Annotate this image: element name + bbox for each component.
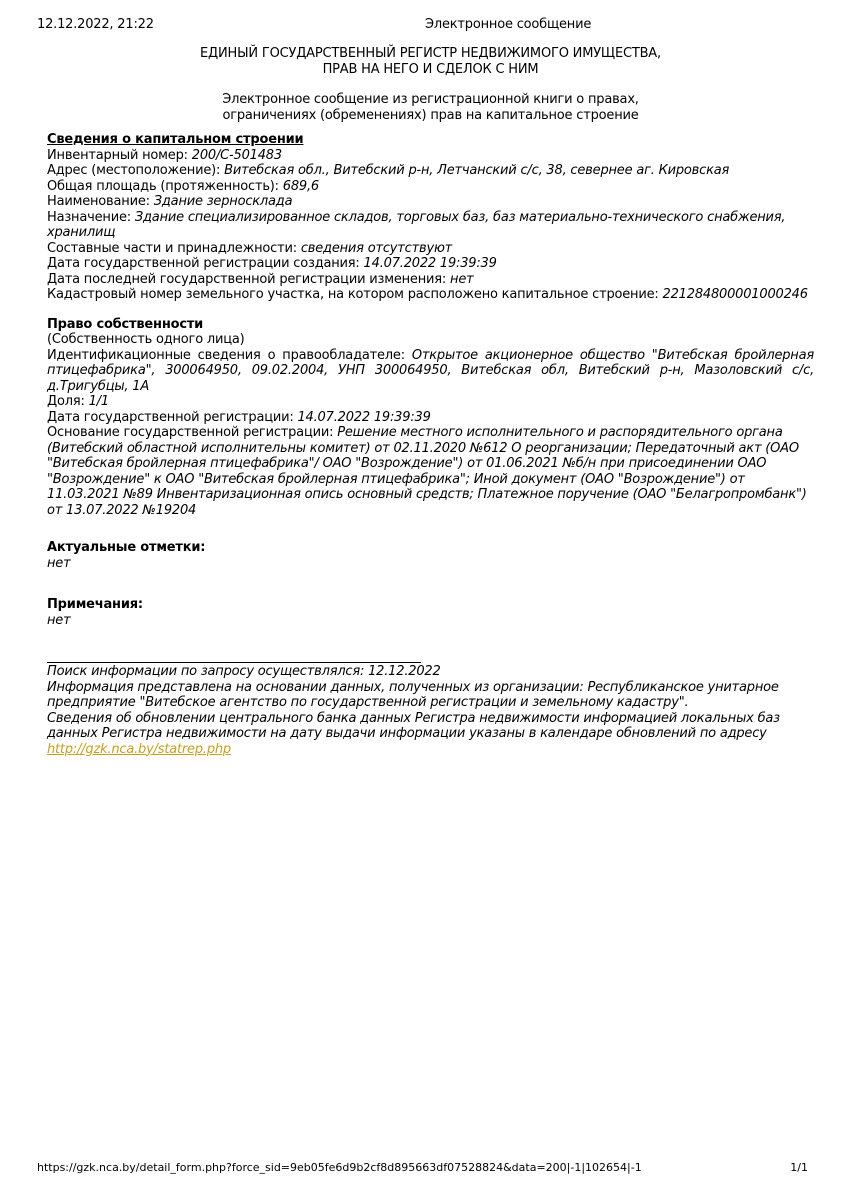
page-number: 1/1 — [790, 1161, 808, 1174]
field-value: Здание зерносклада — [153, 194, 293, 209]
marks-value: нет — [47, 555, 71, 571]
section-heading-ownership: Право собственности — [47, 316, 204, 332]
field-label: Адрес (местоположение): — [47, 163, 221, 178]
field-label: Дата последней государственной регистрации изменения: — [47, 271, 447, 287]
field-value: Решение местного исполнительного и распорядительного органа (Витебский областной исполнительны комитет) от 02.11.2020 №612 О реорганизации; Передаточный акт (ОАО "Витебская бройлерная птицефабрика"/ ОАО "Возрождение") от 01.06.2021 №б/н при присоединении ОАО "Возрождение" к ОАО "Витебская бройлерная птицефабрика"; Иной документ (ОАО "Возрождение") от 11.03.2021 №89 Инвентаризационная опись основный средств; Платежное поручение (ОАО "Белагропромбанк") от 13.07.2022 №19204 — [47, 425, 807, 518]
section-building-info — [47, 132, 814, 303]
document-content — [47, 46, 814, 757]
info-footer — [47, 662, 814, 757]
field-value: нет — [450, 271, 474, 287]
field-value: 14.07.2022 19:39:39 — [363, 256, 497, 271]
field-value: 200/С-501483 — [191, 147, 282, 163]
field-rightholder — [47, 348, 814, 395]
document-subtitle-line-1: Электронное сообщение из регистрационной книги о правах, — [222, 92, 639, 107]
document-title-line-1: ЕДИНЫЙ ГОСУДАРСТВЕННЫЙ РЕГИСТР НЕДВИЖИМОГО ИМУЩЕСТВА, — [200, 46, 661, 61]
print-timestamp: 12.12.2022, 21:22 — [37, 17, 154, 32]
field-label: Наименование: — [47, 194, 150, 209]
field-label: Назначение: — [47, 209, 131, 225]
field-inventory-number — [47, 148, 814, 164]
field-registration-basis — [47, 425, 814, 518]
section-notes — [47, 597, 814, 628]
print-footer-url: https://gzk.nca.by/detail_form.php?force_sid=9eb05fe6d9b2cf8d895663df07528824&data=200|-1|102654|-1 — [37, 1161, 642, 1174]
document-subtitle — [47, 92, 814, 123]
field-label: Кадастровый номер земельного участка, на котором расположено капитальное строение: — [47, 287, 659, 302]
field-registration-creation-date — [47, 256, 814, 272]
print-header-title: Электронное сообщение — [425, 17, 592, 32]
field-name — [47, 194, 814, 210]
statrep-link[interactable]: http://gzk.nca.by/statrep.php — [47, 741, 231, 757]
section-heading-building: Сведения о капитальном строении — [47, 132, 304, 147]
field-components — [47, 241, 814, 257]
section-actual-marks — [47, 540, 814, 571]
data-source-line: Информация представлена на основании данных, полученных из организации: Республиканское унитарное предприятие "Витебское агентство по государственной регистрации и земельному кадастру". — [47, 679, 779, 710]
search-date-line: Поиск информации по запросу осуществлялся: 12.12.2022 — [47, 664, 441, 679]
field-label: Инвентарный номер: — [47, 147, 188, 163]
field-value: 1/1 — [88, 394, 109, 409]
field-cadastral-number — [47, 287, 814, 303]
field-value: Открытое акционерное общество "Витебская бройлерная птицефабрика", 300064950, 09.02.2004, УНП 300064950, Витебская обл, Витебский р-н, Мазоловский с/с, д.Тригубцы, 1А — [47, 347, 814, 394]
update-info-line: Сведения об обновлении центрального банка данных Регистра недвижимости информацией локальных баз данных Регистра недвижимости на дату выдачи информации указаны в календаре обновлений по адресу — [47, 710, 780, 741]
section-heading-notes: Примечания: — [47, 597, 143, 612]
section-heading-marks: Актуальные отметки: — [47, 540, 206, 555]
field-label: Общая площадь (протяженность): — [47, 178, 279, 194]
field-total-area — [47, 179, 814, 195]
field-label: Доля: — [47, 394, 85, 409]
ownership-type: (Собственность одного лица) — [47, 332, 245, 347]
field-address — [47, 163, 814, 179]
field-share — [47, 394, 814, 410]
field-value: 221284800001000246 — [662, 287, 808, 302]
field-value: 14.07.2022 19:39:39 — [297, 409, 431, 425]
field-last-change-date — [47, 272, 814, 288]
field-registration-date — [47, 410, 814, 426]
field-label: Составные части и принадлежности: — [47, 240, 297, 256]
document-title — [47, 46, 814, 77]
field-purpose — [47, 210, 814, 241]
field-label: Дата государственной регистрации создания: — [47, 256, 360, 271]
document-subtitle-line-2: ограничениях (обременениях) прав на капитальное строение — [222, 107, 639, 123]
field-value: 689,6 — [282, 178, 319, 194]
field-label: Идентификационные сведения о правообладателе: — [47, 347, 405, 363]
field-value: Витебская обл., Витебский р-н, Летчанский с/с, 38, севернее аг. Кировская — [224, 163, 730, 178]
document-title-line-2: ПРАВ НА НЕГО И СДЕЛОК С НИМ — [322, 61, 539, 77]
field-label: Основание государственной регистрации: — [47, 425, 334, 440]
field-value: сведения отсутствуют — [300, 240, 453, 256]
print-header — [0, 17, 848, 33]
field-value: Здание специализированное складов, торговых баз, баз материально-технического снабжения, хранилищ — [47, 209, 786, 240]
section-ownership — [47, 317, 814, 519]
print-footer — [37, 1161, 808, 1174]
notes-value: нет — [47, 612, 71, 628]
field-label: Дата государственной регистрации: — [47, 409, 294, 425]
